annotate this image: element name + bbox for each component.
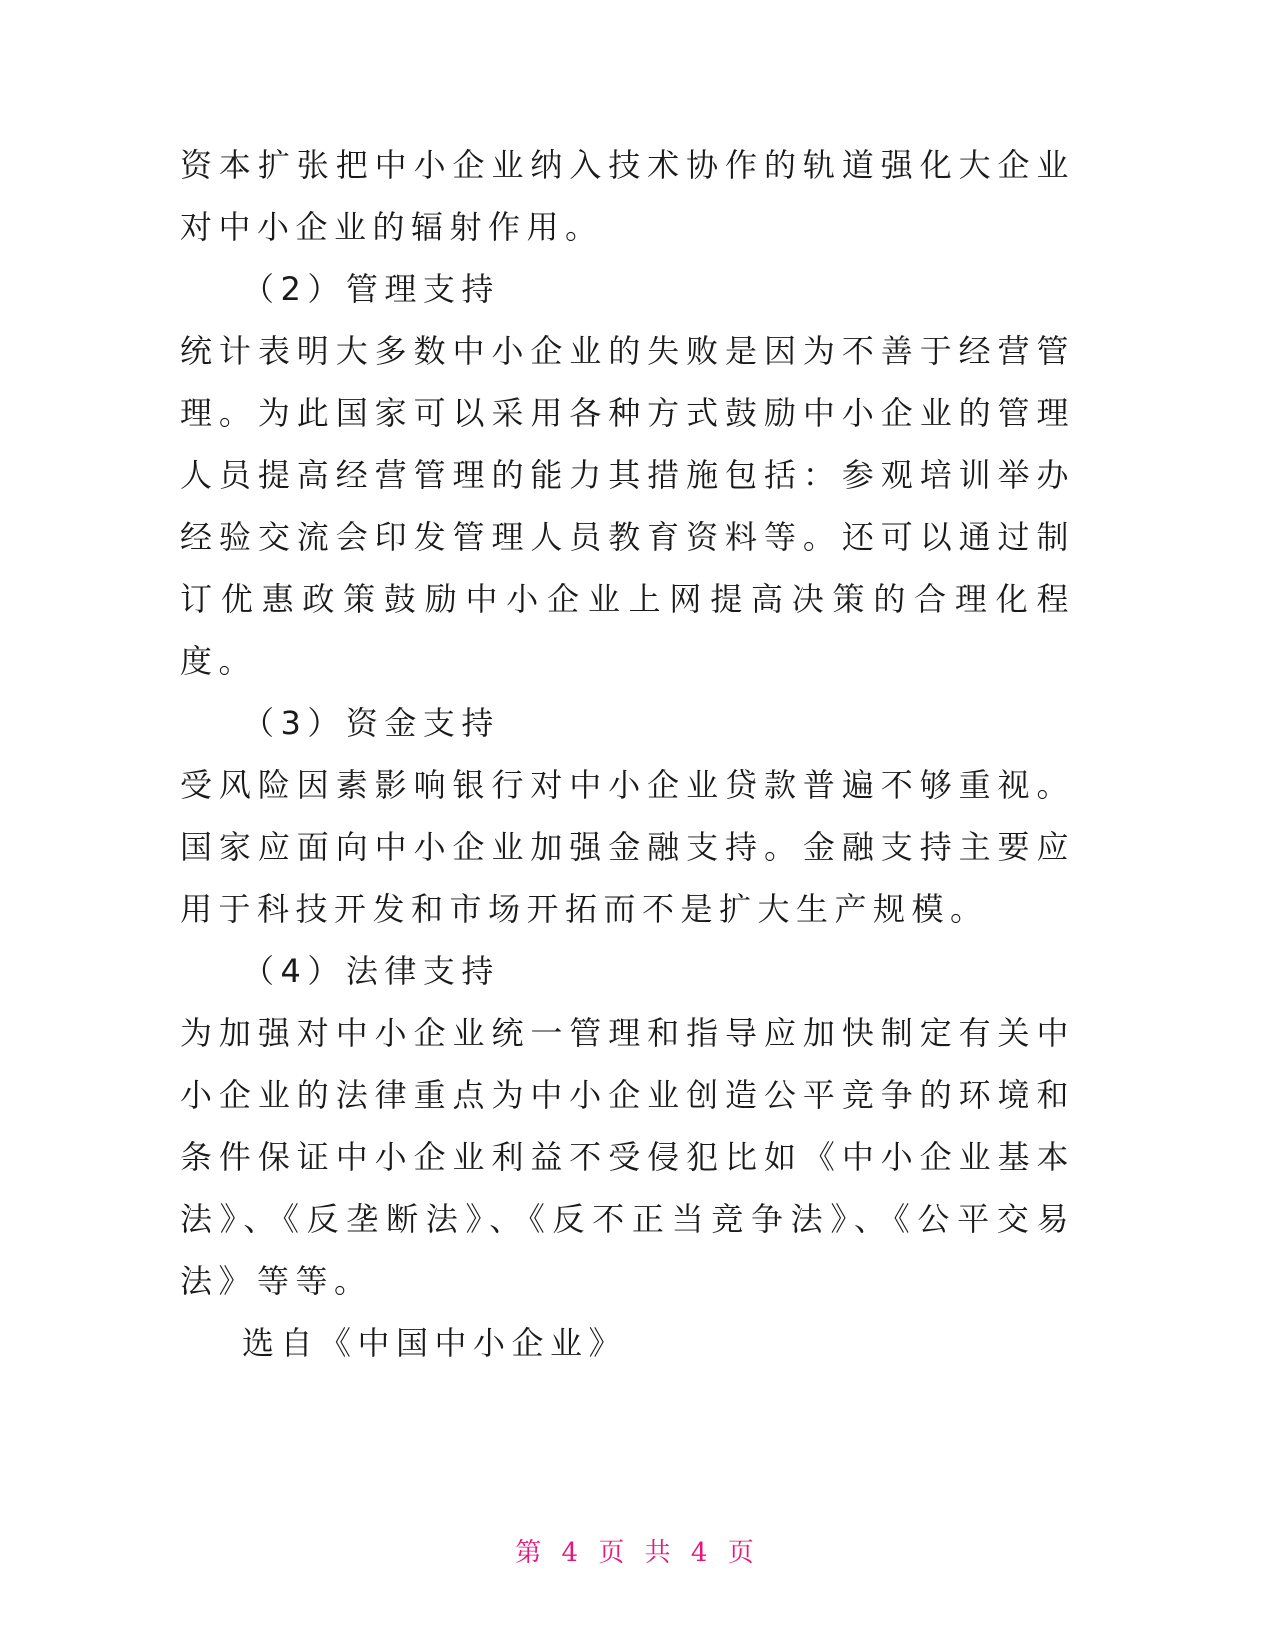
section-heading-legal: （4）法律支持 — [242, 952, 500, 990]
paragraph-body-funding: 受风险因素影响银行对中小企业贷款普遍不够重视。国家应面向中小企业加强金融支持。金融支持主要应用于科技开发和市场开拓而不是扩大生产规模。 — [180, 766, 1075, 928]
section-heading-funding: （3）资金支持 — [242, 704, 500, 742]
paragraph-body-1: 资本扩张把中小企业纳入技术协作的轨道强化大企业对中小企业的辐射作用。 — [180, 146, 1075, 246]
paragraph-body-legal: 为加强对中小企业统一管理和指导应加快制定有关中小企业的法律重点为中小企业创造公平竞争的环境和条件保证中小企业利益不受侵犯比如《中小企业基本法》、《反垄断法》、《反不正当竞争法》、《公平交易法》等等。 — [180, 1014, 1075, 1300]
paragraph-body-management: 统计表明大多数中小企业的失败是因为不善于经营管理。为此国家可以采用各种方式鼓励中小企业的管理人员提高经营管理的能力其措施包括：参观培训举办经验交流会印发管理人员教育资料等。还可以通过制订优惠政策鼓励中小企业上网提高决策的合理化程度。 — [180, 332, 1075, 680]
source-attribution: 选自《中国中小企业》 — [242, 1324, 628, 1362]
page-number-footer: 第 4 页 共 4 页 — [515, 1538, 760, 1568]
document-body — [180, 134, 1075, 1374]
section-heading-management: （2）管理支持 — [242, 270, 500, 308]
